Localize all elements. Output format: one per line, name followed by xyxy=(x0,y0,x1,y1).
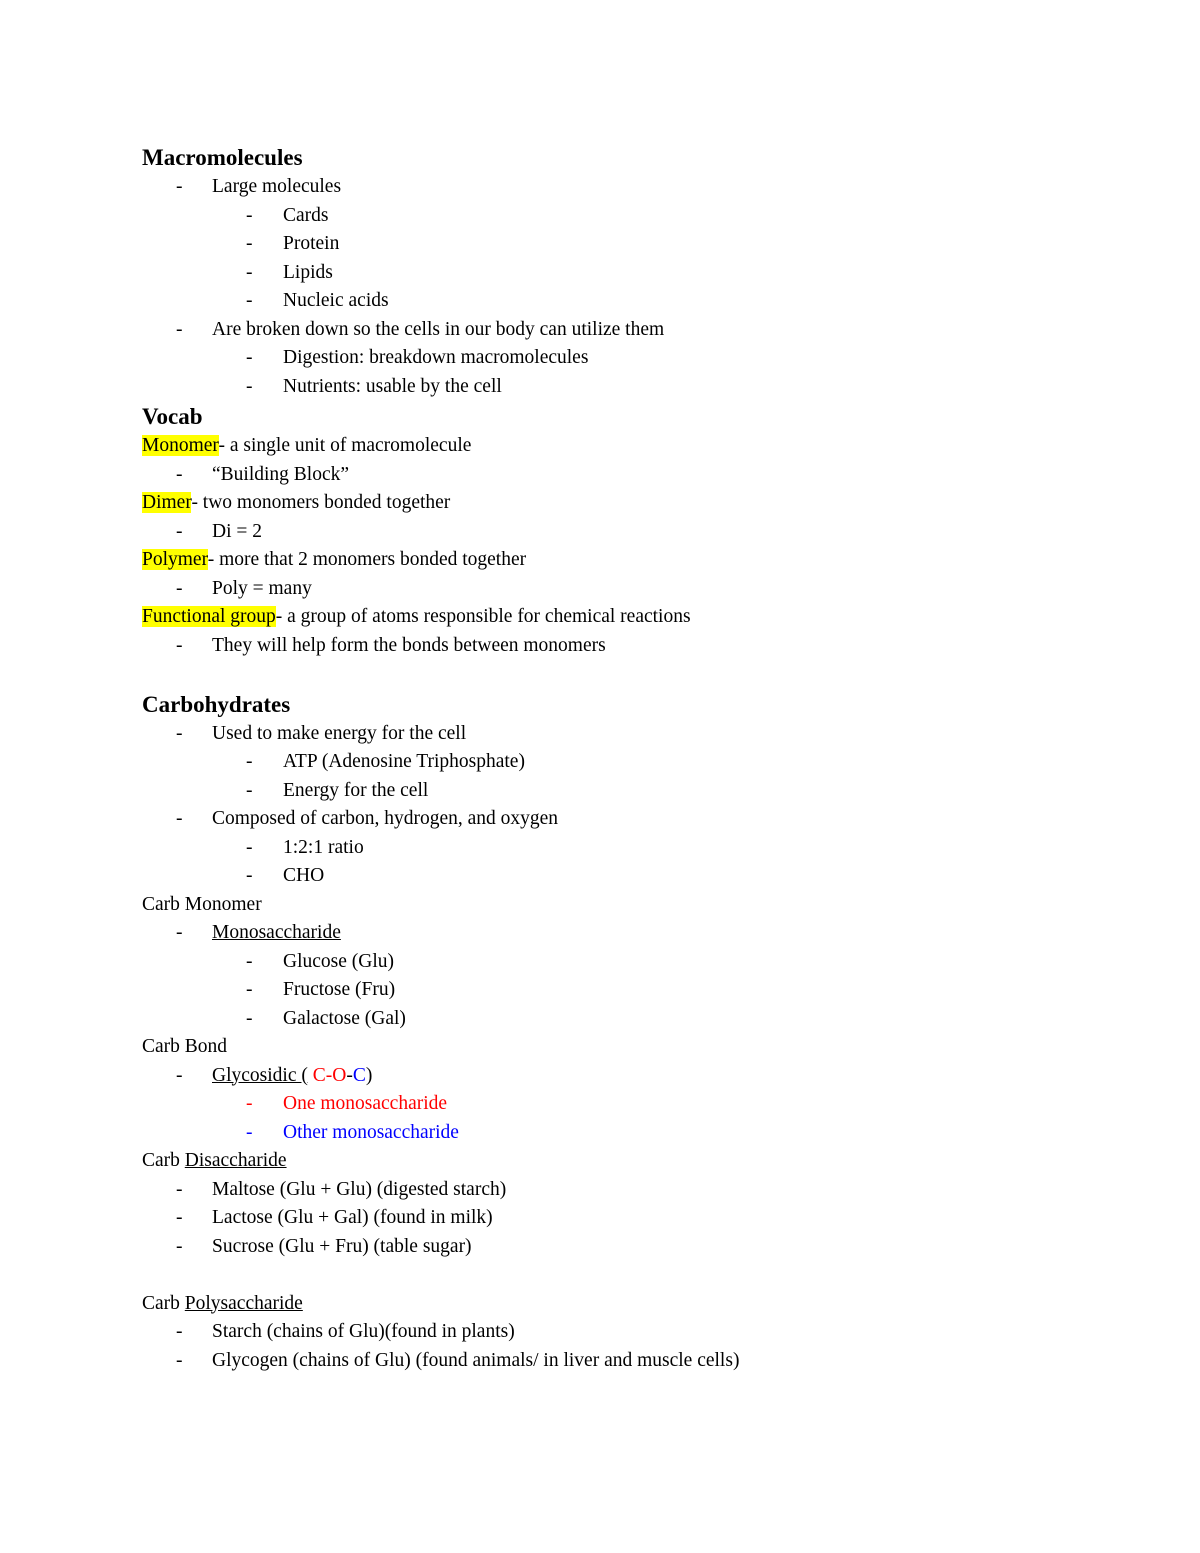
spacer xyxy=(142,660,1142,689)
sub-bullet-glucose: - Glucose (Glu) xyxy=(246,950,395,972)
bullet-large-molecules: - Large molecules xyxy=(176,176,342,197)
label-carb-disaccharide: Carb Disaccharide xyxy=(142,1150,287,1171)
sub-bullet-cho: - CHO xyxy=(246,865,325,886)
bullet-monosaccharide: - Monosaccharide xyxy=(176,922,341,943)
sub-bullet-digestion: - Digestion: breakdown macromolecules xyxy=(246,347,589,368)
document-body xyxy=(142,142,1142,1375)
sub-bullet-cards: - Cards xyxy=(246,204,329,226)
sub-bullet-galactose: - Galactose (Gal) xyxy=(246,1007,406,1029)
vocab-polymer: Polymer- more that 2 monomers bonded together xyxy=(142,549,527,570)
highlighted-term: Polymer xyxy=(142,549,208,570)
bullet-maltose: - Maltose (Glu + Glu) (digested starch) xyxy=(176,1178,507,1200)
sub-bullet-fructose: - Fructose (Fru) xyxy=(246,979,396,1000)
bullet-sucrose: - Sucrose (Glu + Fru) (table sugar) xyxy=(176,1235,472,1257)
vocab-dimer: Dimer- two monomers bonded together xyxy=(142,492,451,513)
sub-bullet-nucleic-acids: - Nucleic acids xyxy=(246,290,389,311)
highlighted-term: Monomer xyxy=(142,435,219,456)
bullet-poly: - Poly = many xyxy=(176,577,312,599)
bullet-glycosidic: - Glycosidic ( C-O-C) xyxy=(176,1064,373,1086)
heading-macromolecules: Macromolecules xyxy=(142,145,303,170)
bullet-energy: - Used to make energy for the cell xyxy=(176,722,467,744)
sub-bullet-nutrients: - Nutrients: usable by the cell xyxy=(246,375,502,397)
bullet-building-block: - “Building Block” xyxy=(176,463,350,485)
spacer xyxy=(142,1261,1142,1290)
sub-bullet-one-monosaccharide: - One monosaccharide xyxy=(246,1093,448,1114)
label-carb-bond: Carb Bond xyxy=(142,1036,228,1057)
vocab-monomer: Monomer- a single unit of macromolecule xyxy=(142,435,472,456)
highlighted-term: Functional group xyxy=(142,606,276,627)
sub-bullet-protein: - Protein xyxy=(246,233,340,254)
bullet-glycogen: - Glycogen (chains of Glu) (found animals/ in liver and muscle cells) xyxy=(176,1349,740,1371)
bullet-composed: - Composed of carbon, hydrogen, and oxygen xyxy=(176,808,559,829)
label-carb-polysaccharide: Carb Polysaccharide xyxy=(142,1292,303,1314)
sub-bullet-lipids: - Lipids xyxy=(246,261,333,283)
bullet-di: - Di = 2 xyxy=(176,520,262,542)
bullet-starch: - Starch (chains of Glu)(found in plants) xyxy=(176,1321,515,1342)
heading-carbohydrates: Carbohydrates xyxy=(142,691,291,717)
sub-bullet-energy-cell: - Energy for the cell xyxy=(246,779,429,801)
sub-bullet-atp: - ATP (Adenosine Triphosphate) xyxy=(246,751,525,772)
heading-vocab: Vocab xyxy=(142,404,203,429)
sub-bullet-ratio: - 1:2:1 ratio xyxy=(246,836,364,858)
bullet-form-bonds: - They will help form the bonds between monomers xyxy=(176,634,606,656)
sub-bullet-other-monosaccharide: - Other monosaccharide xyxy=(246,1121,459,1143)
vocab-functional-group: Functional group- a group of atoms responsible for chemical reactions xyxy=(142,606,691,627)
highlighted-term: Dimer xyxy=(142,492,192,513)
bullet-lactose: - Lactose (Glu + Gal) (found in milk) xyxy=(176,1207,493,1228)
bullet-broken-down: - Are broken down so the cells in our body can utilize them xyxy=(176,318,665,340)
label-carb-monomer: Carb Monomer xyxy=(142,893,262,915)
